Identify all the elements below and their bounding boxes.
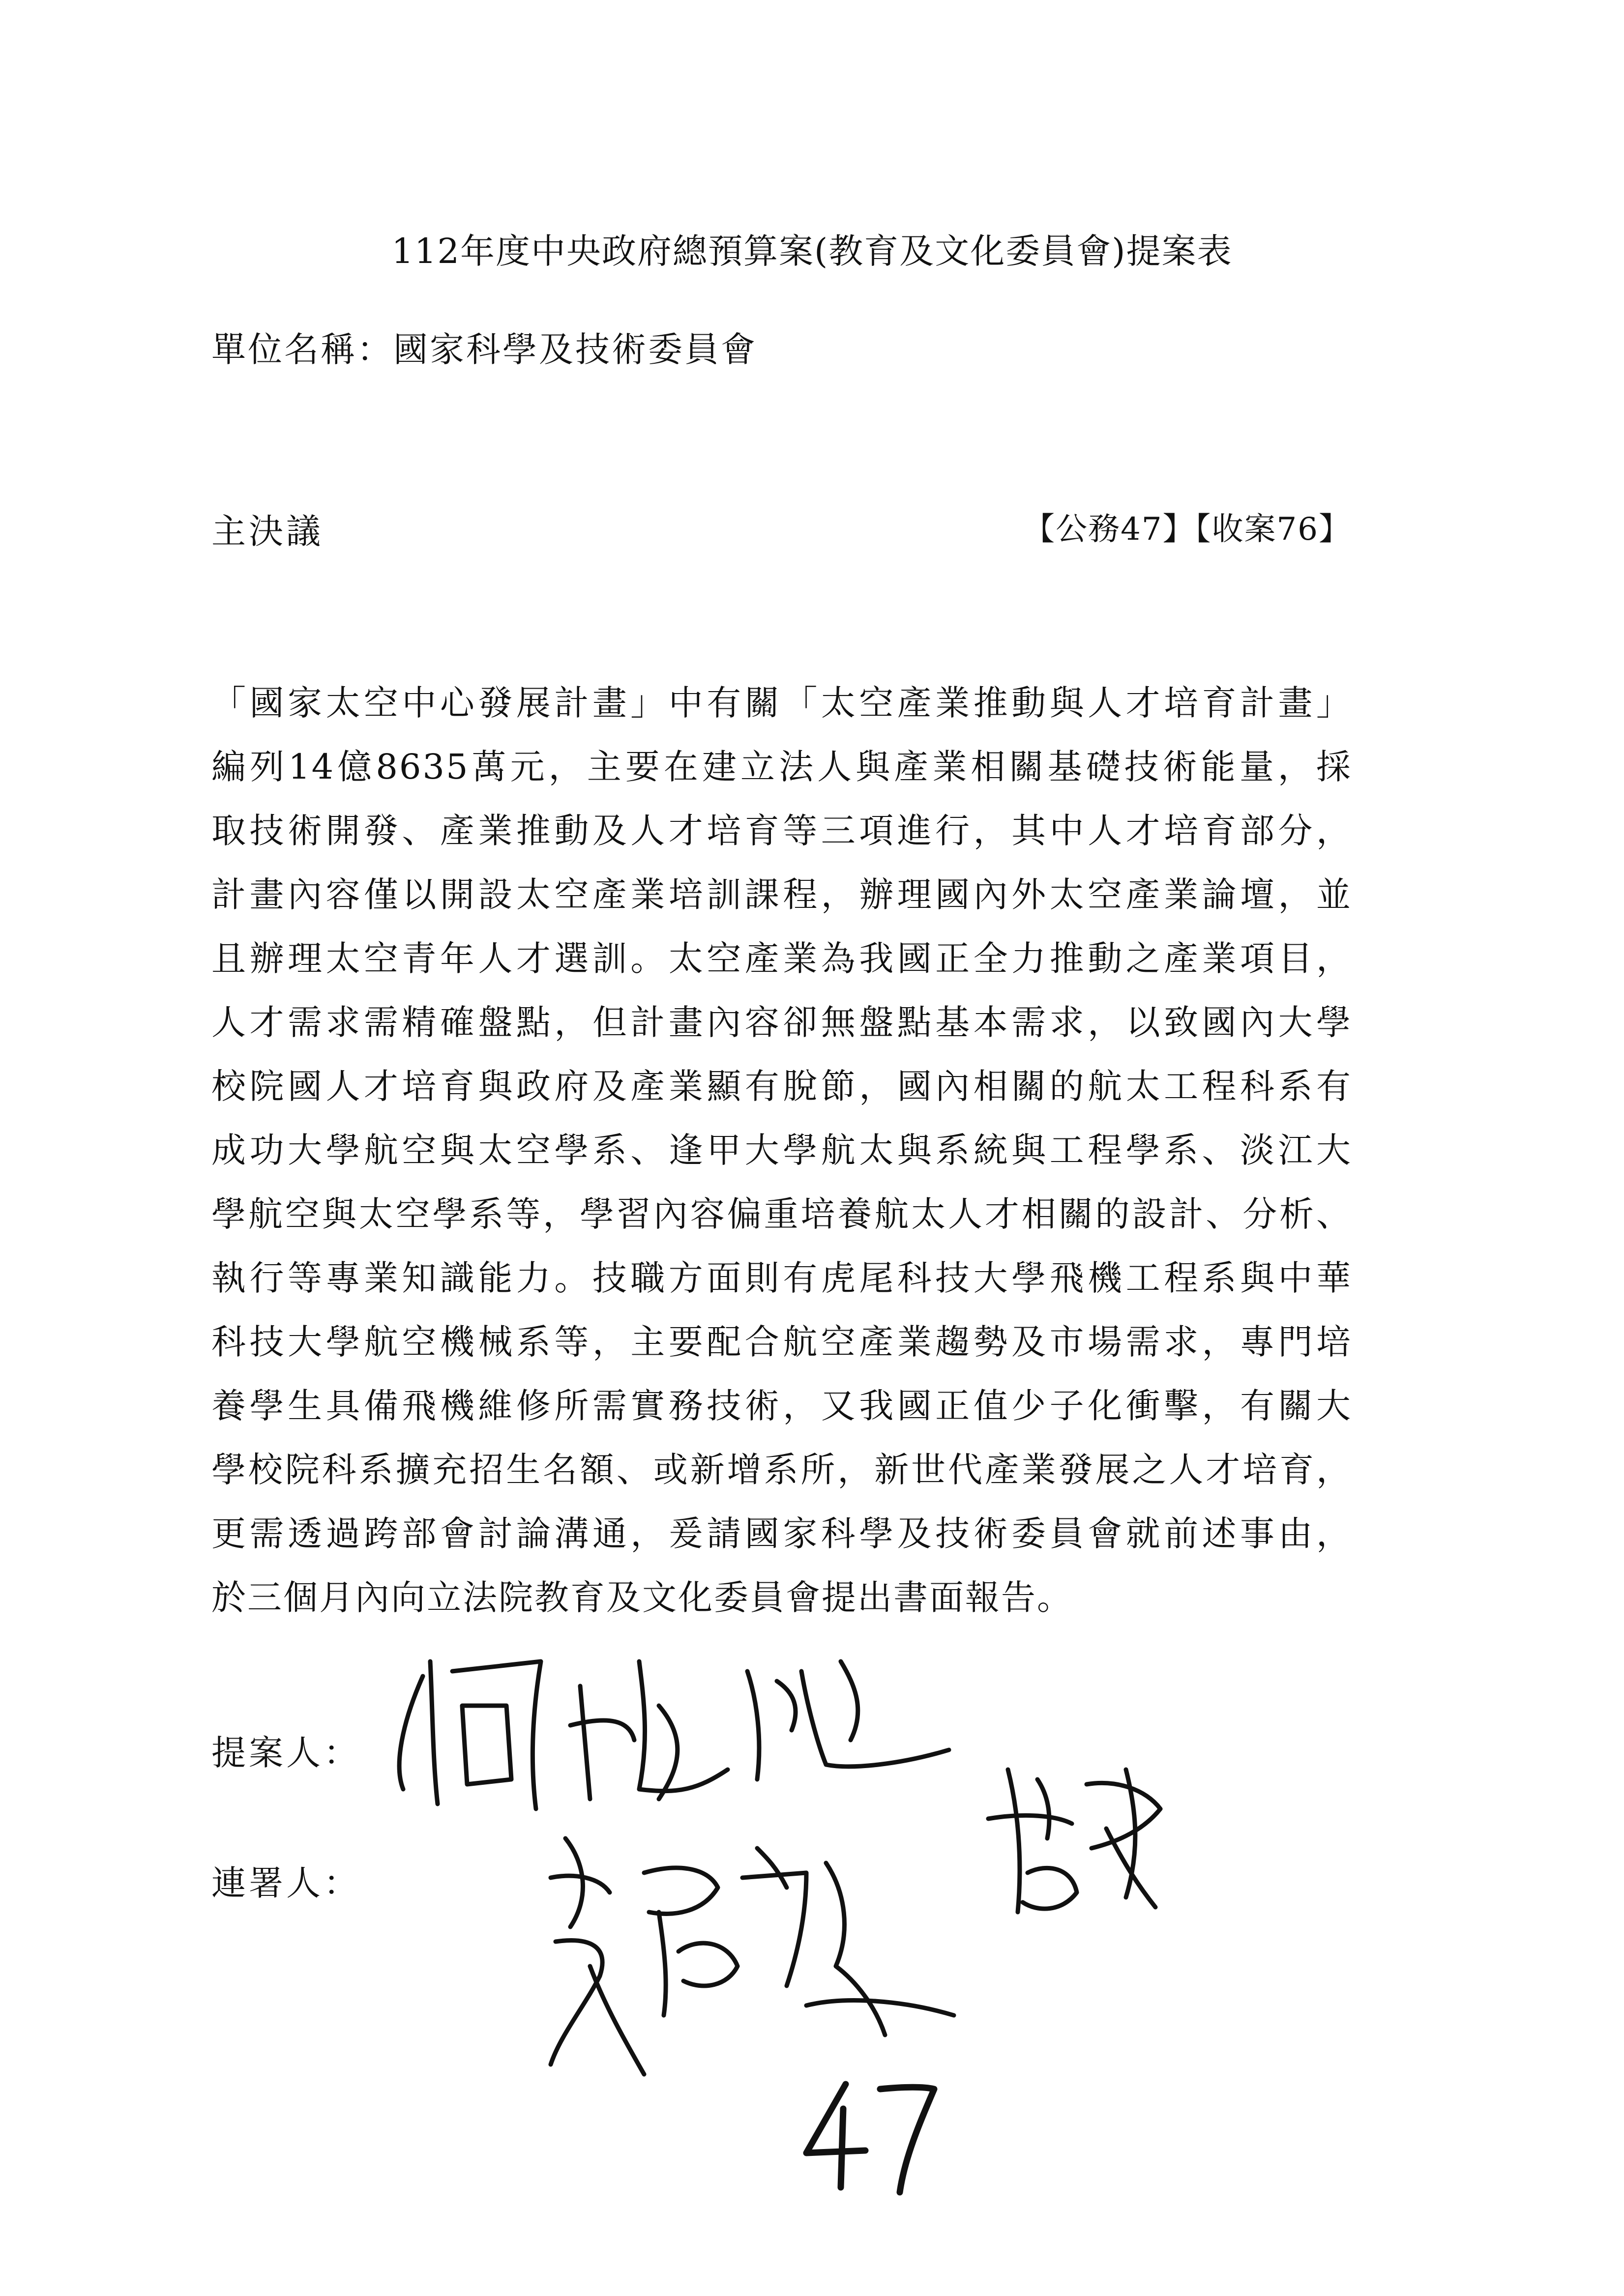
body-line: 學航空與太空學系等，學習內容偏重培養航太人才相關的設計、分析、 — [211, 1194, 1352, 1234]
body-line: 學校院科系擴充招生名額、或新增系所，新世代產業發展之人才培育， — [211, 1450, 1352, 1490]
proposer-signature — [384, 1642, 974, 1838]
body-line: 編列14億8635萬元，主要在建立法人與產業相關基礎技術能量，採 — [211, 747, 1352, 787]
body-line: 更需透過跨部會討論溝通，爰請國家科學及技術委員會就前述事由， — [211, 1513, 1352, 1554]
body-line: 養學生具備飛機維修所需實務技術，又我國正值少子化衝擊，有關大 — [211, 1386, 1352, 1426]
body-line: 「國家太空中心發展計畫」中有關「太空產業推動與人才培育計畫」 — [211, 683, 1352, 723]
unit-name: 單位名稱：國家科學及技術委員會 — [211, 329, 757, 370]
cosigner-signature-2 — [978, 1750, 1185, 1956]
resolution-body — [211, 671, 1352, 1629]
proposer-label: 提案人： — [211, 1733, 361, 1773]
resolution-label: 主決議 — [211, 511, 324, 552]
cosigner-label: 連署人： — [211, 1863, 361, 1903]
page-number — [787, 2069, 944, 2199]
body-line: 科技大學航空機械系等，主要配合航空產業趨勢及市場需求，專門培 — [211, 1322, 1352, 1362]
case-reference: 【公務47】【收案76】 — [1023, 511, 1351, 548]
document-title: 112年度中央政府總預算案(教育及文化委員會)提案表 — [391, 231, 1233, 271]
body-line: 校院國人才培育與政府及產業顯有脫節，國內相關的航太工程科系有 — [211, 1066, 1352, 1106]
body-line: 人才需求需精確盤點，但計畫內容卻無盤點基本需求，以致國內大學 — [211, 1002, 1352, 1043]
body-line: 於三個月內向立法院教育及文化委員會提出書面報告。 — [211, 1577, 1073, 1618]
body-line: 成功大學航空與太空學系、逢甲大學航太與系統與工程學系、淡江大 — [211, 1130, 1352, 1170]
body-line: 計畫內容僅以開設太空產業培訓課程，辦理國內外太空產業論壇，並 — [211, 874, 1352, 915]
body-line: 且辦理太空青年人才選訓。太空產業為我國正全力推動之產業項目， — [211, 938, 1352, 979]
body-line: 執行等專業知識能力。技職方面則有虎尾科技大學飛機工程系與中華 — [211, 1258, 1352, 1298]
body-line: 取技術開發、產業推動及人才培育等三項進行，其中人才培育部分， — [211, 811, 1352, 851]
cosigner-signature-1 — [531, 1819, 983, 2094]
